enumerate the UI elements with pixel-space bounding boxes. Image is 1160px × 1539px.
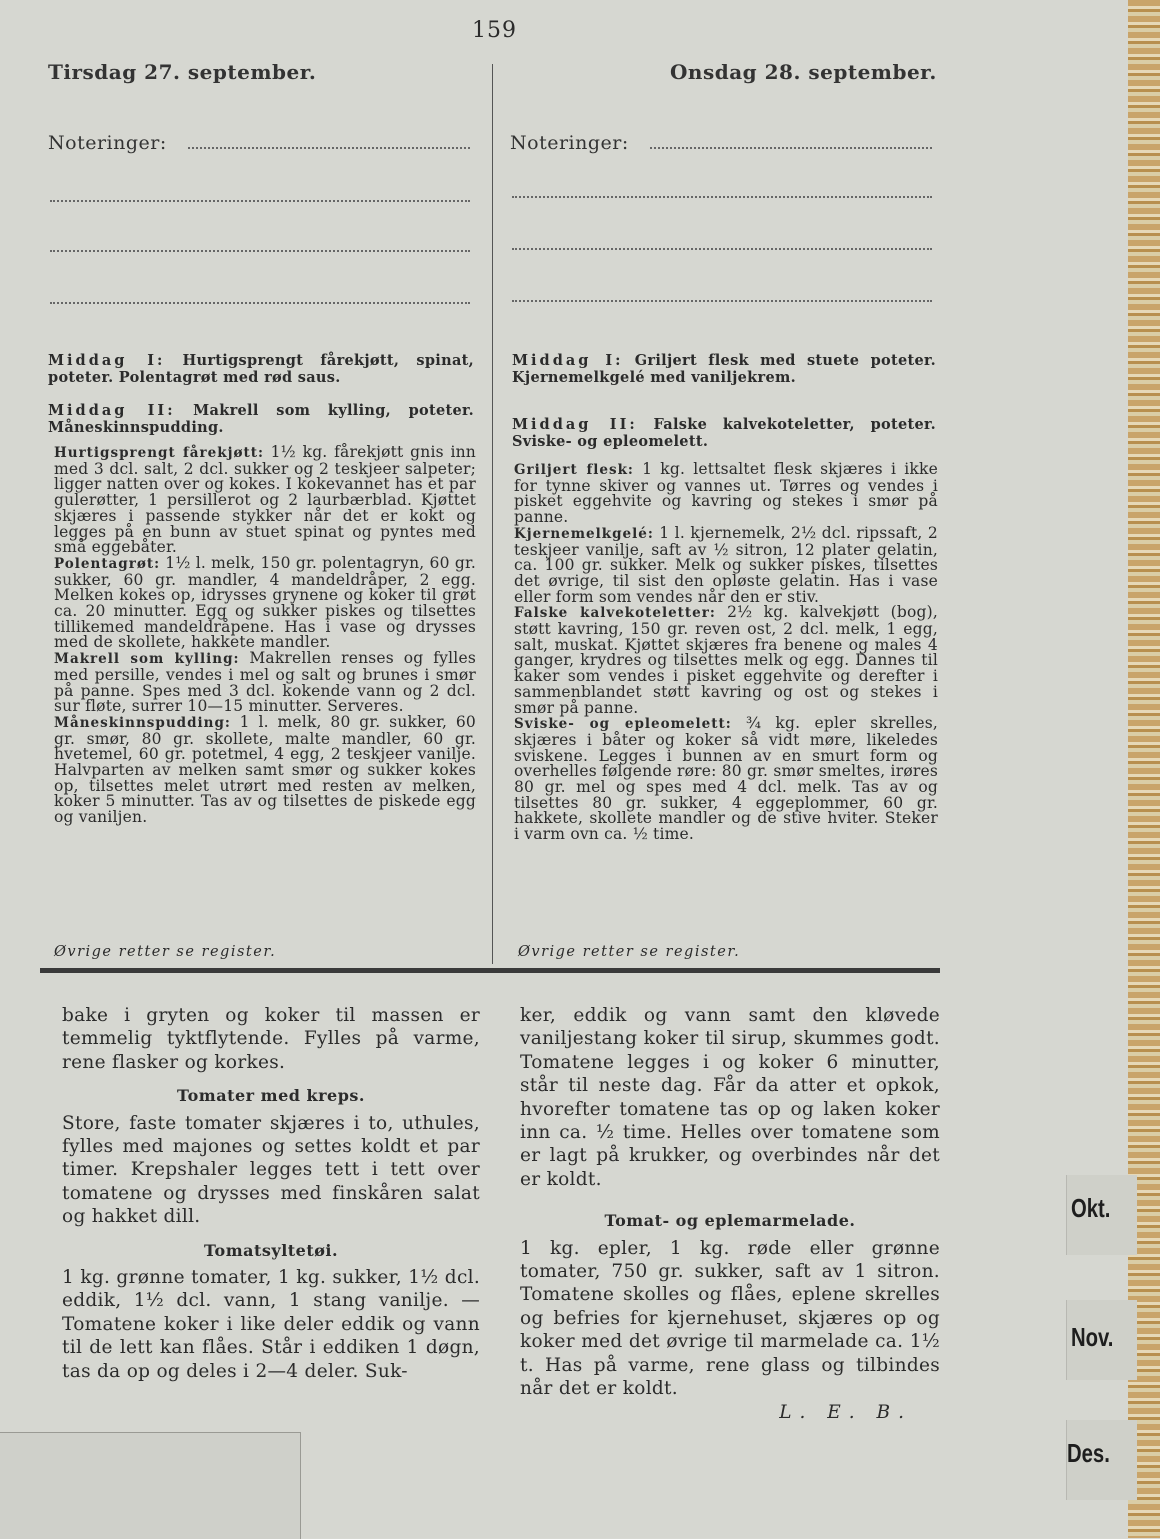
recipe-text: 2½ kg. kalvekjøtt (bog), støtt kavring, 150 gr. reven ost, 2 dcl. melk, 1 egg, salt, muskat. Kjøttet skjæres fra benene og males 4 ganger, krydres og tilsettes melk og egg. Dannes til kaker som vendes i pisket eggehvite og derefter i sammenblandet støtt kavring og ost og stekes i smør på panne. [514, 603, 938, 717]
recipe-text: 1 l. melk, 80 gr. sukker, 60 gr. smør, 80 gr. skollete, malte mandler, 60 gr. hvetemel, 60 gr. potetmel, 4 egg, 2 teskjeer vanilje. Halvparten av melken samt smør og sukker kokes op, tilsettes melet utrørt med resten av melken, koker 5 minutter. Tas av og tilsettes de piskede egg og vaniljen. [54, 712, 476, 827]
library-label-patch [0, 1432, 301, 1539]
recipe-heading: Tomatsyltetøi. [203, 1240, 339, 1260]
recipe-title: Falske kalvekoteletter: [514, 605, 716, 622]
recipe-paragraph [514, 462, 938, 526]
recipe-title: Kjernemelkgelé: [514, 525, 654, 542]
recipe-text: 1½ l. melk, 150 gr. polentagryn, 60 gr. sukker, 60 gr. mandler, 4 mandeldråper, 2 egg. Melken kokes op, idrysses grynene og koker til grøt ca. 20 minutter. Egg og sukker piskes og tilsettes tillikemed mandeldråpene. Has i vase og drysses med de skollete, hakkete mandler. [54, 553, 476, 652]
recipe-paragraph [514, 605, 938, 716]
notes-line [50, 200, 470, 202]
recipe-text: 1 l. kjernemelk, 2½ dcl. ripssaft, 2 teskjeer vanilje, saft av ½ sitron, 12 plater gelatin, ca. 100 gr. sukker. Melk og sukker piskes, tilsettes det øvrige, til sist den opløste gelatin. Has i vase eller form som vendes når den er stiv. [514, 523, 938, 606]
menu-label: Middag II: [48, 402, 176, 419]
recipe-title: Griljert flesk: [514, 462, 634, 478]
register-note-right: Øvrige retter se register. [518, 944, 741, 960]
recipe-title: Måneskinnspudding: [54, 714, 231, 731]
recipe-text: Makrellen renses og fylles med persille, vendes i mel og salt og brunes i smør på panne. Spes med 3 dcl. kokende vann og 2 dcl. sur fløte, surrer 10—15 minutter. Serveres. [54, 649, 476, 716]
lower-left-column [62, 1004, 480, 1383]
recipe-heading: Tomat- og eplemarmelade. [604, 1211, 856, 1231]
tab-label: Des. [1067, 1438, 1110, 1468]
day-heading-tuesday: Tirsdag 27. september. [48, 60, 317, 84]
notes-line [512, 248, 932, 250]
recipe-paragraph [54, 651, 476, 715]
notes-label-left: Noteringer: [48, 132, 167, 154]
recipe-body: Store, faste tomater skjæres i to, uthules, fylles med majones og settes koldt et par timer. Krepshaler legges tett i tett over tomatene og drysses med finskåren salat og hakket dill. [62, 1112, 480, 1228]
signature: L. E. B. [779, 1401, 912, 1423]
register-note-left: Øvrige retter se register. [54, 944, 277, 960]
recipe-text: 1 kg. lettsaltet flesk skjæres i ikke for tynne skiver og vannes ut. Tørres og vendes i pisket eggehvite og kavring og stekes i smør på panne. [514, 460, 938, 527]
recipe-title: Sviske- og epleomelett: [514, 716, 732, 733]
recipe-paragraph [514, 523, 938, 606]
notes-line [50, 302, 470, 304]
menu-text: Hurtigsprengt fårekjøtt, spinat, poteter. Polentagrøt med rød saus. [48, 352, 474, 386]
recipe-block-left [54, 445, 476, 826]
page-number: 159 [472, 18, 517, 43]
menu-text: Makrell som kylling, poteter. Måneskinnspudding. [48, 402, 474, 436]
tab-label: Okt. [1071, 1193, 1111, 1223]
lower-right-column [520, 1004, 940, 1424]
menu-label: Middag I: [48, 352, 166, 369]
menu-middag-1-right [512, 352, 936, 386]
recipe-paragraph [514, 716, 938, 843]
recipe-paragraph [54, 445, 476, 556]
recipe-title: Polentagrøt: [54, 555, 161, 572]
recipe-paragraph [54, 712, 476, 827]
notes-line [50, 250, 470, 252]
section-rule [40, 968, 940, 973]
notes-label-right: Noteringer: [510, 132, 629, 154]
tab-label: Nov. [1071, 1322, 1114, 1352]
continued-text: bake i gryten og koker til massen er temmelig tyktflytende. Fylles på varme, rene flasker og korkes. [62, 1005, 480, 1073]
menu-label: Middag II: [512, 416, 638, 433]
recipe-body: 1 kg. epler, 1 kg. røde eller grønne tomater, 750 gr. sukker, saft av 1 sitron. Tomatene skolles og flåes, eplene skrelles og befries for kjernehuset, skjæres op og koker med det øvrige til marmelade ca. 1½ t. Has på varme, rene glass og tilbindes når det er koldt. [520, 1237, 940, 1400]
month-tab-dec[interactable] [1066, 1420, 1137, 1500]
continued-text: ker, eddik og vann samt den kløvede vaniljestang koker til sirup, skummes godt. Tomatene legges i og koker 6 minutter, står til neste dag. Får da atter et opkok, hvorefter tomatene tas op og laken koker inn ca. ½ time. Helles over tomatene som er lagt på krukker, og overbindes når det er koldt. [520, 1005, 940, 1190]
notes-line [650, 147, 932, 149]
notes-line [512, 300, 932, 302]
menu-middag-2-left [48, 402, 474, 436]
column-divider [492, 64, 493, 964]
recipe-paragraph [54, 553, 476, 652]
month-tab-nov[interactable] [1066, 1300, 1137, 1380]
menu-middag-1-left [48, 352, 474, 386]
recipe-text: ¾ kg. epler skrelles, skjæres i båter og koker så vidt møre, likeledes sviskene. Legges i bunnen av en smurt form og overhelles følgende røre: 80 gr. smør smeltes, irøres 80 gr. mel og spes med 4 dcl. melk. Tas av og tilsettes 80 gr. sukker, 4 eggeplommer, 60 gr. hakkete, skollete mandler og de stive hviter. Steker i varm ovn ca. ½ time. [514, 714, 938, 844]
menu-middag-2-right [512, 416, 936, 450]
month-tab-oct[interactable] [1066, 1175, 1137, 1255]
day-heading-wednesday: Onsdag 28. september. [670, 60, 937, 84]
notes-line [188, 147, 470, 149]
menu-text: Falske kalvekoteletter, poteter. Sviske- og epleomelett. [512, 416, 936, 450]
recipe-block-right [514, 462, 938, 843]
notes-line [512, 196, 932, 198]
recipe-text: 1½ kg. fårekjøtt gnis inn med 3 dcl. salt, 2 dcl. sukker og 2 teskjeer salpeter; ligger natten over og kokes. I kokevannet has et par gulerøtter, 1 persillerot og 2 laurbærblad. Kjøttet skjæres i passende stykker når det er kokt og legges på en bunn av stuet spinat og pyntes med små eggebåter. [54, 443, 476, 557]
recipe-title: Makrell som kylling: [54, 651, 240, 668]
menu-label: Middag I: [512, 352, 624, 369]
recipe-title: Hurtigsprengt fårekjøtt: [54, 445, 264, 461]
menu-text: Griljert flesk med stuete poteter. Kjernemelkgelé med vaniljekrem. [512, 352, 936, 386]
recipe-heading: Tomater med kreps. [177, 1086, 365, 1106]
recipe-body: 1 kg. grønne tomater, 1 kg. sukker, 1½ dcl. eddik, 1½ dcl. vann, 1 stang vanilje. — Tomatene koker i like deler eddik og vann til de lett kan flåes. Står i eddiken 1 døgn, tas da op og deles i 2—4 deler. Suk- [62, 1267, 480, 1382]
